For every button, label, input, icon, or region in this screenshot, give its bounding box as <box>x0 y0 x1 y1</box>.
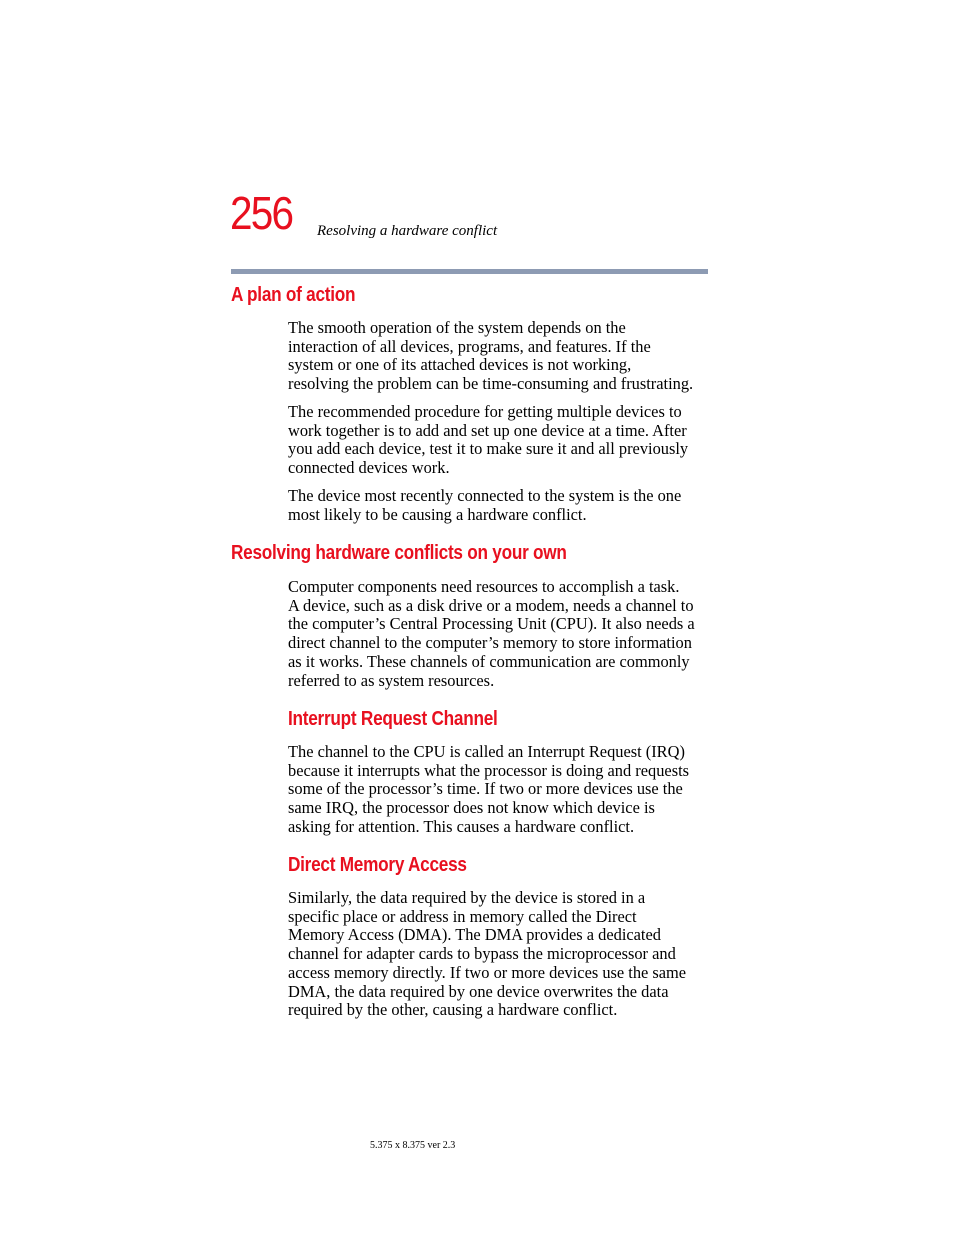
paragraph <box>288 487 718 524</box>
text-line: asking for attention. This causes a hardware conflict. <box>288 816 635 836</box>
subsection-heading-irq: Interrupt Request Channel <box>288 708 498 730</box>
text-line: Computer components need resources to accomplish a task. <box>288 577 680 596</box>
text-line: most likely to be causing a hardware conflict. <box>288 504 587 524</box>
text-line: direct channel to the computer’s memory to store information <box>288 633 692 653</box>
running-head: Resolving a hardware conflict <box>317 223 498 239</box>
subsection-heading-dma: Direct Memory Access <box>288 854 467 876</box>
paragraph <box>288 319 718 394</box>
text-line: specific place or address in memory called the Direct <box>288 906 637 926</box>
text-line: as it works. These channels of communication are commonly <box>288 651 690 671</box>
text-line: channel for adapter cards to bypass the microprocessor and <box>288 944 676 964</box>
text-line: because it interrupts what the processor is doing and requests <box>288 760 690 780</box>
text-line: referred to as system resources. <box>288 670 495 690</box>
section-heading-plan-of-action: A plan of action <box>231 284 356 306</box>
text-line: The recommended procedure for getting multiple devices to <box>288 402 682 421</box>
page-number: 256 <box>230 187 293 239</box>
text-line: A device, such as a disk drive or a modem, needs a channel to <box>288 595 694 615</box>
text-line: Similarly, the data required by the device is stored in a <box>288 888 646 907</box>
text-line: access memory directly. If two or more devices use the same <box>288 962 687 982</box>
text-line: system or one of its attached devices is not working, <box>288 355 632 375</box>
text-line: some of the processor’s time. If two or more devices use the <box>288 779 683 799</box>
paragraph <box>288 578 718 690</box>
text-line: interaction of all devices, programs, and features. If the <box>288 336 651 356</box>
text-line: The channel to the CPU is called an Interrupt Request (IRQ) <box>288 742 685 761</box>
text-line: connected devices work. <box>288 458 450 478</box>
text-line: same IRQ, the processor does not know which device is <box>288 798 655 818</box>
section-heading-resolving-conflicts: Resolving hardware conflicts on your own <box>231 542 567 564</box>
paragraph <box>288 743 718 837</box>
text-line: The smooth operation of the system depends on the <box>288 318 626 337</box>
text-line: resolving the problem can be time-consuming and frustrating. <box>288 374 694 394</box>
text-line: work together is to add and set up one device at a time. After <box>288 420 687 440</box>
header-rule <box>231 269 708 274</box>
text-line: required by the other, causing a hardware conflict. <box>288 1000 618 1020</box>
footer-version: 5.375 x 8.375 ver 2.3 <box>370 1140 456 1151</box>
text-line: you add each device, test it to make sure it and all previously <box>288 439 689 459</box>
text-line: Memory Access (DMA). The DMA provides a dedicated <box>288 925 661 945</box>
paragraph <box>288 889 718 1020</box>
text-line: The device most recently connected to the system is the one <box>288 486 682 505</box>
text-line: DMA, the data required by one device overwrites the data <box>288 981 669 1001</box>
text-line: the computer’s Central Processing Unit (CPU). It also needs a <box>288 614 695 634</box>
paragraph <box>288 403 718 478</box>
